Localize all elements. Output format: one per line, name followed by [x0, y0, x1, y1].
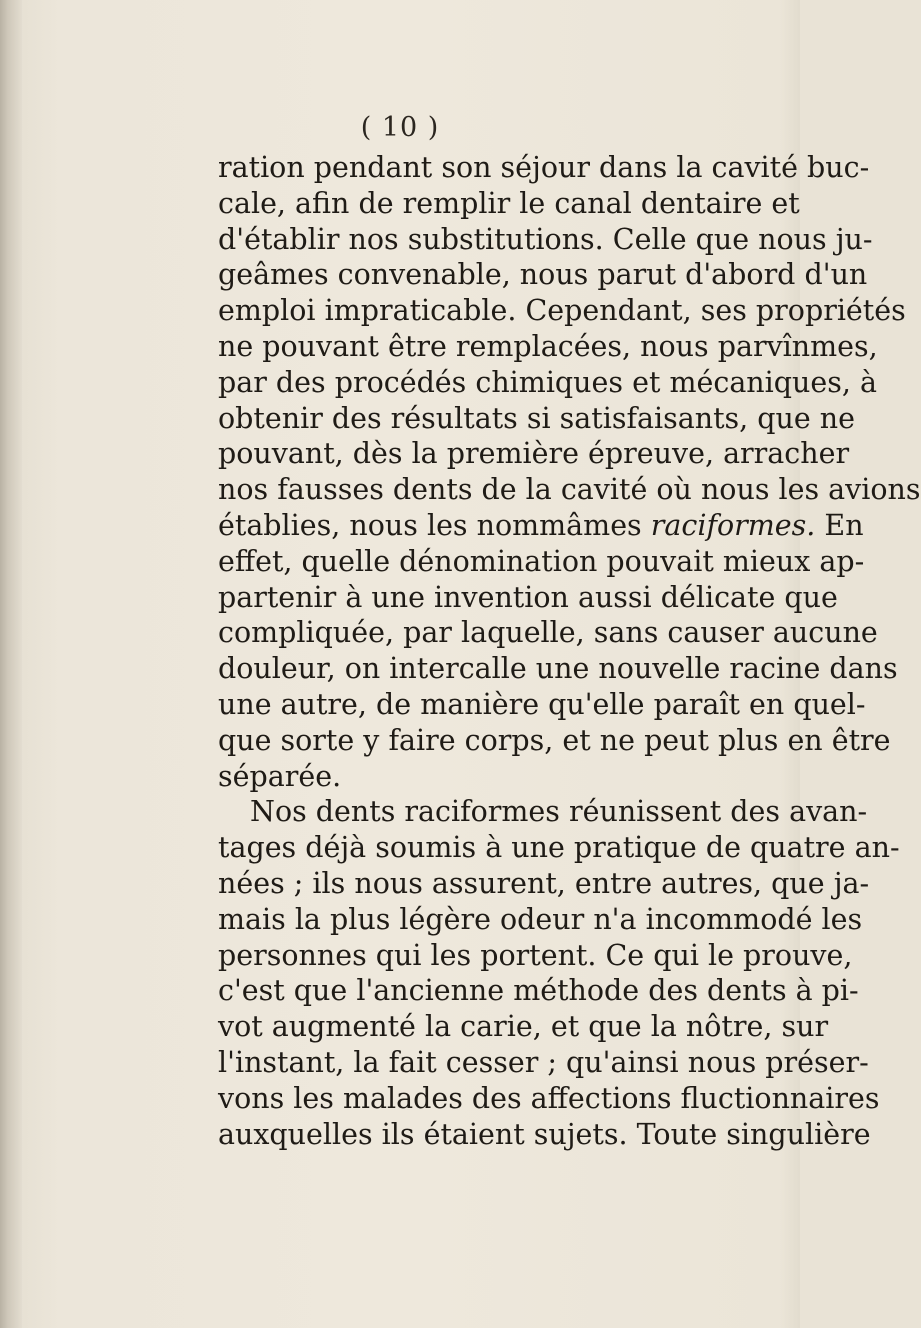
- text-line: geâmes convenable, nous parut d'abord d'un: [218, 258, 868, 292]
- page-number: ( 10 ): [360, 112, 440, 143]
- text-line: mais la plus légère odeur n'a incommodé les: [218, 902, 863, 936]
- text-line: vons les malades des affections fluctionnaires: [218, 1081, 880, 1115]
- text-line: cale, afin de remplir le canal dentaire et: [218, 186, 800, 220]
- text-line: l'instant, la fait cesser ; qu'ainsi nous préser-: [218, 1045, 869, 1079]
- text-line: par des procédés chimiques et mécaniques, à: [218, 365, 877, 399]
- text-line: tages déjà soumis à une pratique de quatre an-: [218, 831, 900, 865]
- italic-term: raciformes.: [650, 508, 816, 542]
- text-line: une autre, de manière qu'elle paraît en quel-: [218, 687, 866, 721]
- text-line: pouvant, dès la première épreuve, arracher: [218, 437, 850, 471]
- text-line: personnes qui les portent. Ce qui le prouve,: [218, 938, 853, 972]
- text-line: Nos dents raciformes réunissent des avan-: [250, 795, 868, 829]
- text-line: auxquelles ils étaient sujets. Toute singulière: [218, 1117, 871, 1151]
- text-line: d'établir nos substitutions. Celle que nous ju-: [218, 222, 873, 256]
- text-line: nos fausses dents de la cavité où nous les avions: [218, 473, 921, 507]
- text-line: ne pouvant être remplacées, nous parvînmes,: [218, 329, 878, 363]
- text-line: séparée.: [218, 759, 342, 793]
- text-line: établies, nous les nommâmes raciformes. En: [218, 508, 864, 542]
- text-line: c'est que l'ancienne méthode des dents à pi-: [218, 974, 859, 1008]
- page-gutter: [0, 0, 22, 1328]
- text-line: partenir à une invention aussi délicate que: [218, 580, 838, 614]
- text-line: obtenir des résultats si satisfaisants, que ne: [218, 401, 856, 435]
- text-line: nées ; ils nous assurent, entre autres, que ja-: [218, 866, 870, 900]
- text-line: que sorte y faire corps, et ne peut plus en être: [218, 723, 891, 757]
- text-line: vot augmenté la carie, et que la nôtre, sur: [218, 1010, 829, 1044]
- body-text: [218, 150, 921, 1152]
- text-line: compliquée, par laquelle, sans causer aucune: [218, 616, 878, 650]
- text-line: emploi impraticable. Cependant, ses propriétés: [218, 294, 906, 328]
- text-line: effet, quelle dénomination pouvait mieux ap-: [218, 544, 865, 578]
- text-line: douleur, on intercalle une nouvelle racine dans: [218, 652, 898, 686]
- text-line: ration pendant son séjour dans la cavité buc-: [218, 151, 870, 184]
